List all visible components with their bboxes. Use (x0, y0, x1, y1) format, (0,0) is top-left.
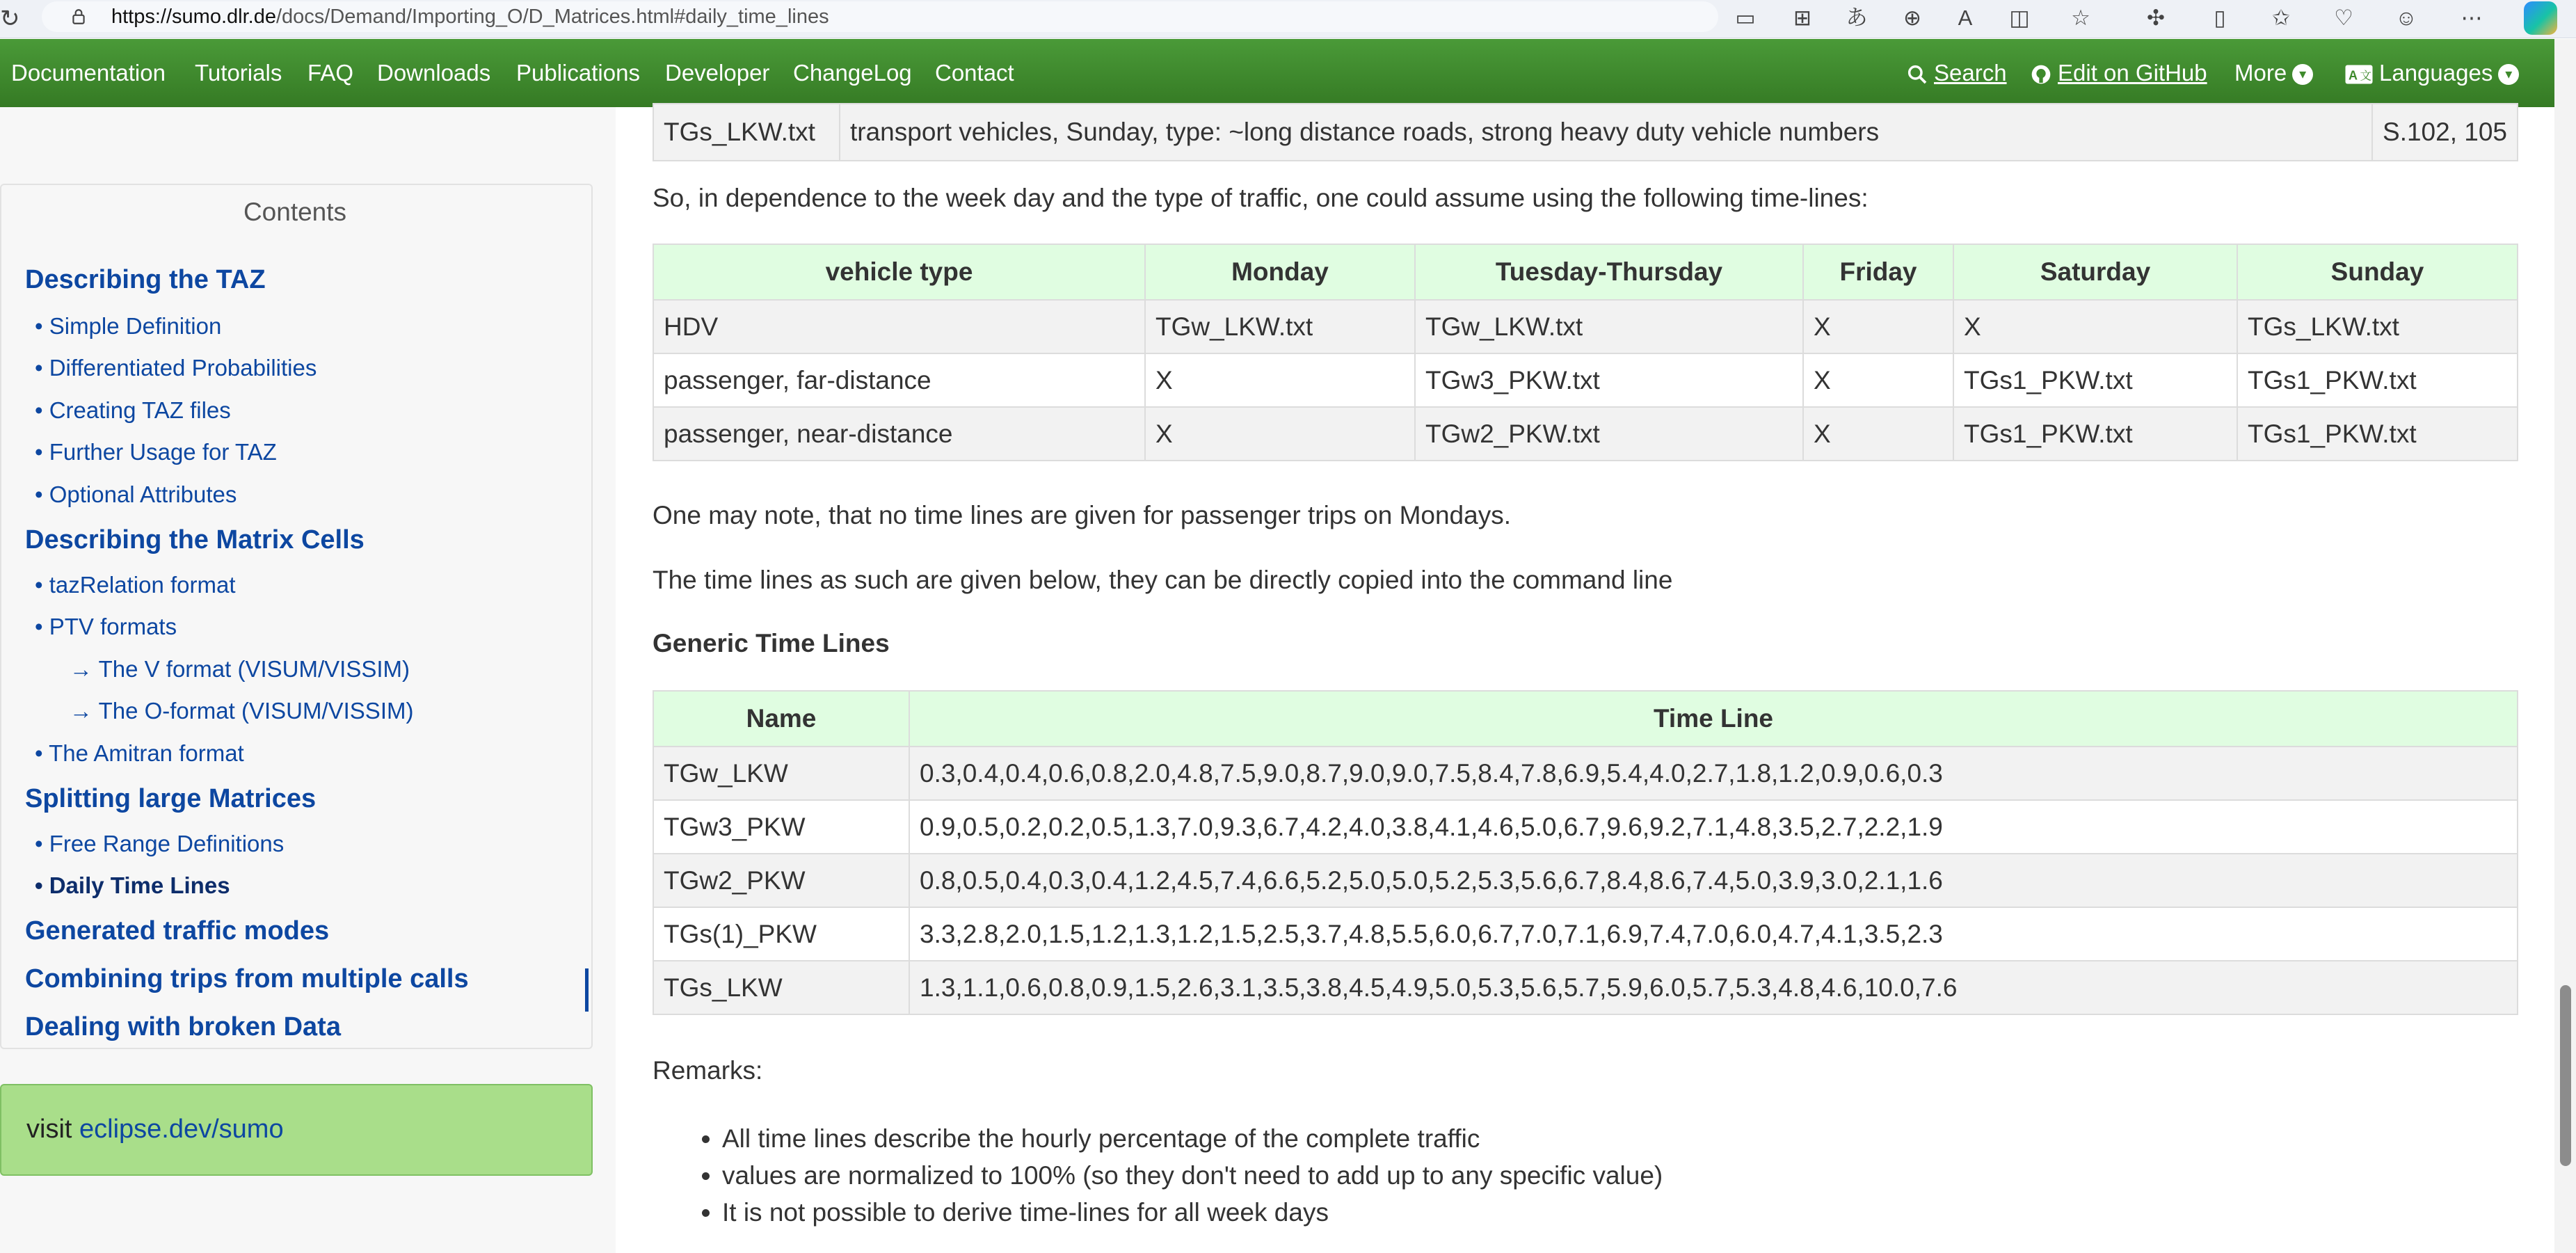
table-cell: TGs1_PKW.txt (2237, 353, 2518, 407)
table-row (653, 300, 2518, 353)
lock-icon[interactable] (70, 8, 88, 26)
split-screen-icon[interactable]: ◫ (2009, 6, 2030, 30)
table-cell: TGw_LKW.txt (1415, 300, 1803, 353)
nav-search[interactable] (1906, 39, 2007, 107)
table-cell: TGs1_PKW.txt (1953, 353, 2237, 407)
table-cell: HDV (653, 300, 1145, 353)
column-header: vehicle type (653, 244, 1145, 300)
health-icon[interactable]: ♡ (2334, 6, 2353, 30)
table-cell: TGw2_PKW.txt (1415, 407, 1803, 461)
column-header: Sunday (2237, 244, 2518, 300)
github-icon (2030, 39, 2052, 107)
toc-item-further-usage[interactable]: • Further Usage for TAZ (35, 439, 277, 465)
toc-section-generated-traffic[interactable]: Generated traffic modes (25, 916, 330, 945)
nav-more-label: More (2234, 60, 2287, 86)
favorite-icon[interactable]: ☆ (2071, 6, 2090, 30)
table-cell: 0.3,0.4,0.4,0.6,0.8,2.0,4.8,7.5,9.0,8.7,9.0,9.0,7.5,8.4,7.8,6.9,5.4,4.0,2.7,1.8,1.2,0.9,0.6,0.3 (909, 747, 2518, 800)
column-header: Monday (1145, 244, 1415, 300)
table-cell: TGs_LKW.txt (2237, 300, 2518, 353)
table-cell: TGs(1)_PKW (653, 907, 909, 961)
eclipse-text (26, 1115, 284, 1144)
table-row (653, 907, 2518, 961)
eclipse-link[interactable]: eclipse.dev/sumo (79, 1115, 284, 1144)
table-cell: TGw3_PKW.txt (1415, 353, 1803, 407)
svg-text:文: 文 (2360, 69, 2371, 83)
toc-section-splitting-matrices[interactable]: Splitting large Matrices (25, 784, 317, 813)
table-cell: 1.3,1.1,0.6,0.8,0.9,1.5,2.6,3.1,3.5,3.8,4.5,4.9,5.0,5.3,5.6,5.7,5.9,6.0,5.7,5.3,4.8,4.6,10.0,7.6 (909, 961, 2518, 1014)
table-row (653, 961, 2518, 1014)
page-scrollbar[interactable] (2554, 39, 2576, 1253)
table-cell: TGs_LKW.txt (653, 104, 840, 161)
toc-item-o-format[interactable]: → The O-format (VISUM/VISSIM) (70, 698, 414, 724)
reading-view-icon[interactable]: ▭ (1735, 6, 1756, 30)
table-cell: X (1803, 300, 1953, 353)
url-path: /docs/Demand/Importing_O/D_Matrices.html#daily_time_lines (275, 6, 829, 28)
nav-tutorials[interactable]: Tutorials (195, 60, 282, 86)
toc-item-daily-time-lines[interactable]: • Daily Time Lines (35, 872, 230, 898)
nav-languages-label: Languages (2379, 60, 2493, 86)
toc-item-creating-taz-files[interactable]: • Creating TAZ files (35, 397, 231, 423)
toc-item-amitran-format[interactable]: • The Amitran format (35, 740, 244, 766)
scrollbar-thumb[interactable] (2560, 985, 2571, 1166)
toc-section-describing-taz[interactable]: Describing the TAZ (25, 265, 266, 294)
table-row (653, 104, 2518, 161)
remarks-list (653, 1120, 1663, 1231)
table-cell: TGw_LKW.txt (1145, 300, 1415, 353)
toc-item-tazrelation-format[interactable]: • tazRelation format (35, 572, 236, 598)
list-item: • All time lines describe the hourly percentage of the complete traffic (722, 1120, 1663, 1157)
browser-toolbar (0, 0, 2576, 38)
table-cell: TGw2_PKW (653, 854, 909, 907)
chevron-down-icon: ▾ (2292, 64, 2313, 85)
url-host: https://sumo.dlr.de (111, 6, 276, 28)
nav-faq[interactable]: FAQ (307, 60, 354, 86)
table-cell: TGs1_PKW.txt (1953, 407, 2237, 461)
column-header: Friday (1803, 244, 1953, 300)
toc-section-broken-data[interactable]: Dealing with broken Data (25, 1012, 341, 1041)
note-monday: One may note, that no time lines are given for passenger trips on Mondays. (653, 501, 1511, 529)
toc-item-free-range[interactable]: • Free Range Definitions (35, 831, 285, 856)
table-cell: X (1803, 353, 1953, 407)
table-cell: TGs1_PKW.txt (2237, 407, 2518, 461)
search-icon (1906, 39, 1928, 107)
reload-icon[interactable]: ↻ (0, 6, 20, 32)
nav-search-label: Search (1934, 60, 2007, 86)
toc-item-v-format[interactable]: → The V format (VISUM/VISSIM) (70, 656, 410, 682)
main-content (616, 107, 2554, 1253)
url-text[interactable] (111, 5, 829, 29)
nav-downloads[interactable]: Downloads (377, 60, 491, 86)
toc-item-ptv-formats[interactable]: • PTV formats (35, 614, 177, 639)
intro-paragraph: So, in dependence to the week day and the type of traffic, one could assume using the following time-lines: (653, 184, 1869, 212)
table-cell: X (1803, 407, 1953, 461)
table-cell: 3.3,2.8,2.0,1.5,1.2,1.3,1.2,1.5,2.5,3.7,4.8,5.5,6.0,6.7,7.0,7.1,6.9,7.4,7.0,6.0,4.7,4.1,3.5,2.3 (909, 907, 2518, 961)
nav-developer[interactable]: Developer (665, 60, 770, 86)
table-cell: X (1953, 300, 2237, 353)
eclipse-prefix: visit (26, 1115, 79, 1144)
zoom-icon[interactable]: ⊕ (1903, 6, 1921, 30)
nav-edit-github[interactable] (2030, 39, 2207, 107)
nav-contact[interactable]: Contact (935, 60, 1014, 86)
table-cell: passenger, near-distance (653, 407, 1145, 461)
table-row (653, 800, 2518, 854)
remarks-label: Remarks: (653, 1056, 763, 1085)
language-icon (2344, 39, 2374, 107)
table-header-row (653, 691, 2518, 747)
list-item: • values are normalized to 100% (so they don't need to add up to any specific value) (722, 1157, 1663, 1194)
traffic-sources-table (653, 103, 2518, 161)
table-cell: 0.9,0.5,0.2,0.2,0.5,1.3,7.0,9.3,6.7,4.2,4.0,3.8,4.1,4.6,5.0,6.7,9.6,9.2,7.1,4.8,3.5,2.7,2.2,1.9 (909, 800, 2518, 854)
nav-more[interactable] (2234, 39, 2313, 107)
toc-item-simple-definition[interactable]: • Simple Definition (35, 313, 222, 339)
nav-changelog[interactable]: ChangeLog (793, 60, 912, 86)
nav-languages[interactable] (2344, 39, 2519, 107)
table-row (653, 353, 2518, 407)
nav-publications[interactable]: Publications (516, 60, 640, 86)
table-cell: transport vehicles, Sunday, type: ~long distance roads, strong heavy duty vehicle numbers (840, 104, 2372, 161)
column-header: Saturday (1953, 244, 2237, 300)
table-cell: X (1145, 353, 1415, 407)
favorites-bar-icon[interactable]: ✩ (2272, 6, 2290, 30)
table-cell: 0.8,0.5,0.4,0.3,0.4,1.2,4.5,7.4,6.6,5.2,5.0,5.0,5.2,5.3,5.6,6.7,8.4,8.6,7.4,5.0,3.9,3.0,2.1,1.6 (909, 854, 2518, 907)
eclipse-banner (0, 1084, 593, 1176)
more-icon[interactable]: ⋯ (2461, 6, 2483, 30)
table-row (653, 854, 2518, 907)
toc-heading: Contents (243, 198, 347, 226)
generic-time-lines-heading: Generic Time Lines (653, 629, 890, 657)
toc-item-optional-attributes[interactable]: • Optional Attributes (35, 481, 237, 507)
table-cell: TGw3_PKW (653, 800, 909, 854)
toc-active-indicator (585, 968, 589, 1012)
copilot-icon[interactable] (2524, 1, 2557, 35)
table-row (653, 747, 2518, 800)
column-header: Tuesday-Thursday (1415, 244, 1803, 300)
week-timeline-table (653, 244, 2518, 461)
sidebar-icon[interactable]: ▯ (2214, 6, 2226, 30)
note-copy: The time lines as such are given below, they can be directly copied into the command line (653, 566, 1673, 594)
apps-icon[interactable]: ⊞ (1793, 6, 1811, 30)
chevron-down-icon: ▾ (2498, 64, 2519, 85)
generic-timeline-table (653, 690, 2518, 1015)
sidebar (0, 107, 616, 1253)
table-cell: TGs_LKW (653, 961, 909, 1014)
address-bar[interactable] (42, 1, 1718, 32)
profile-icon[interactable]: ☺ (2395, 6, 2417, 30)
column-header: Time Line (909, 691, 2518, 747)
list-item: • It is not possible to derive time-lines for all week days (722, 1194, 1663, 1231)
table-cell: TGw_LKW (653, 747, 909, 800)
toc-item-differentiated-probabilities[interactable]: • Differentiated Probabilities (35, 355, 317, 381)
translate-icon[interactable]: あ (1846, 6, 1868, 30)
table-cell: X (1145, 407, 1415, 461)
toc-section-matrix-cells[interactable]: Describing the Matrix Cells (25, 525, 365, 554)
extensions-icon[interactable]: ✣ (2147, 6, 2165, 30)
nav-documentation[interactable]: Documentation (11, 60, 166, 86)
toc-section-combining-trips[interactable]: Combining trips from multiple calls (25, 964, 469, 993)
table-row (653, 407, 2518, 461)
read-aloud-icon[interactable]: A (1958, 6, 1973, 30)
column-header: Name (653, 691, 909, 747)
table-cell: S.102, 105 (2372, 104, 2518, 161)
nav-edit-github-label: Edit on GitHub (2058, 60, 2207, 86)
table-cell: passenger, far-distance (653, 353, 1145, 407)
table-header-row (653, 244, 2518, 300)
top-navigation (0, 39, 2554, 107)
svg-text:A: A (2349, 68, 2358, 83)
